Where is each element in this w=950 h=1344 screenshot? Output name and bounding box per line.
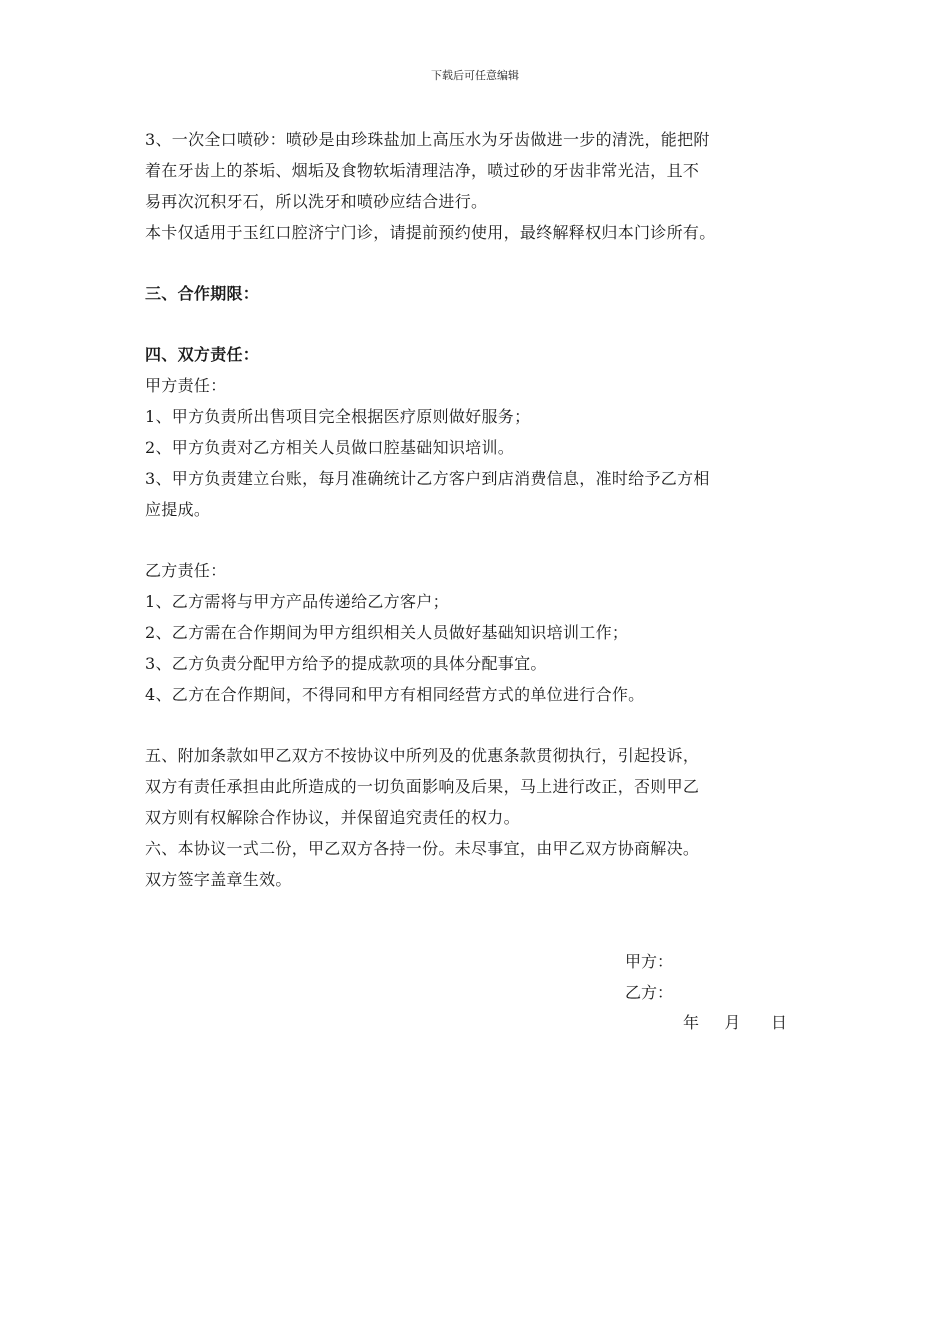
signature-block xyxy=(625,946,673,1008)
document-body xyxy=(145,124,815,895)
section-6-line: 双方签字盖章生效。 xyxy=(145,870,292,889)
spacer xyxy=(145,525,815,555)
party-b-item: 3、乙方负责分配甲方给予的提成款项的具体分配事宜。 xyxy=(145,654,547,673)
party-a-heading: 甲方责任： xyxy=(145,376,227,395)
paragraph-card-terms: 本卡仅适用于玉红口腔济宁门诊，请提前预约使用，最终解释权归本门诊所有。 xyxy=(145,223,716,242)
party-b-heading: 乙方责任： xyxy=(145,561,227,580)
spacer xyxy=(145,309,815,339)
paragraph-sandblast-line-1: 3、一次全口喷砂：喷砂是由珍珠盐加上高压水为牙齿做进一步的清洗，能把附 xyxy=(145,130,710,149)
date-line: 年 月 日 xyxy=(683,1013,787,1032)
page-header: 下载后可任意编辑 xyxy=(431,69,519,82)
party-b-item: 4、乙方在合作期间，不得同和甲方有相同经营方式的单位进行合作。 xyxy=(145,685,645,704)
section-3-heading: 三、合作期限： xyxy=(145,284,260,303)
section-4-heading: 四、双方责任： xyxy=(145,345,260,364)
party-a-item: 3、甲方负责建立台账，每月准确统计乙方客户到店消费信息，准时给予乙方相 xyxy=(145,469,710,488)
section-5-line: 双方有责任承担由此所造成的一切负面影响及后果，马上进行改正，否则甲乙 xyxy=(145,777,700,796)
party-b-item: 2、乙方需在合作期间为甲方组织相关人员做好基础知识培训工作； xyxy=(145,623,629,642)
party-a-item: 1、甲方负责所出售项目完全根据医疗原则做好服务； xyxy=(145,407,531,426)
section-5-line: 五、附加条款如甲乙双方不按协议中所列及的优惠条款贯彻执行，引起投诉， xyxy=(145,746,700,765)
paragraph-sandblast-line-2: 着在牙齿上的茶垢、烟垢及食物软垢清理洁净，喷过砂的牙齿非常光洁，且不 xyxy=(145,161,700,180)
party-a-item: 应提成。 xyxy=(145,500,211,519)
party-b-item: 1、乙方需将与甲方产品传递给乙方客户； xyxy=(145,592,449,611)
spacer xyxy=(145,710,815,740)
section-5-line: 双方则有权解除合作协议，并保留追究责任的权力。 xyxy=(145,808,520,827)
spacer xyxy=(145,248,815,278)
section-6-line: 六、本协议一式二份，甲乙双方各持一份。未尽事宜，由甲乙双方协商解决。 xyxy=(145,839,700,858)
paragraph-sandblast-line-3: 易再次沉积牙石，所以洗牙和喷砂应结合进行。 xyxy=(145,192,488,211)
party-b-signature-label: 乙方： xyxy=(625,983,674,1002)
party-a-item: 2、甲方负责对乙方相关人员做口腔基础知识培训。 xyxy=(145,438,515,457)
party-a-signature-label: 甲方： xyxy=(625,952,674,971)
